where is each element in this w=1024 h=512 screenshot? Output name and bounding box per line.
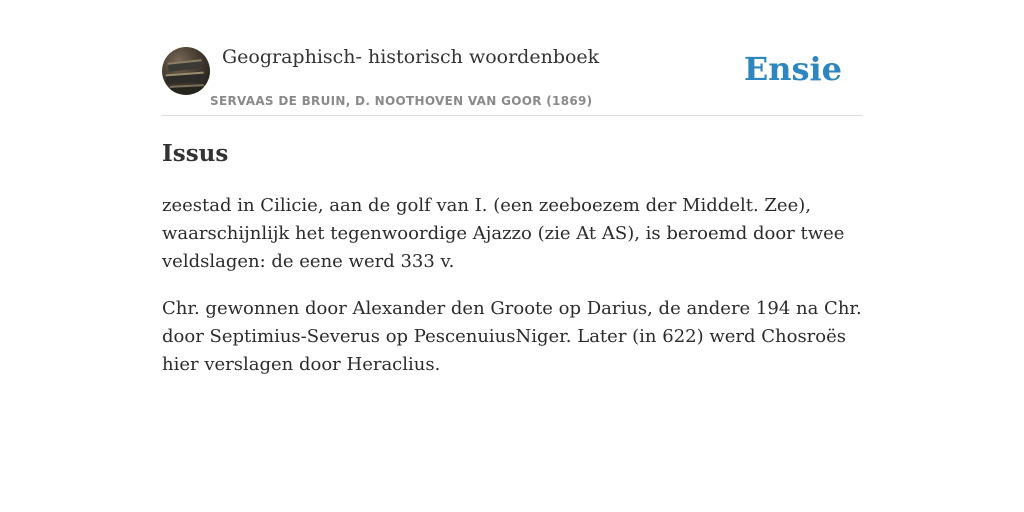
book-header [162,44,862,116]
entry-paragraph: Chr. gewonnen door Alexander den Groote op Darius, de andere 194 na Chr. door Septimius-Severus op PescenuiusNiger. Later (in 622) werd Chosroës hier verslagen door Heraclius. [162,298,862,375]
entry-content [162,192,862,398]
book-cover-avatar[interactable] [162,47,210,95]
book-authors: SERVAAS DE BRUIN, D. NOOTHOVEN VAN GOOR (1869) [210,94,593,108]
entry-title: Issus [162,140,229,167]
brand-logo-link[interactable]: Ensie [743,50,842,88]
book-title[interactable]: Geographisch- historisch woordenboek [222,46,600,68]
entry-paragraph: zeestad in Cilicie, aan de golf van I. (een zeeboezem der Middelt. Zee), waarschijnlijk het tegenwoordige Ajazzo (zie At AS), is beroemd door twee veldslagen: de eene werd 333 v. [162,195,845,272]
